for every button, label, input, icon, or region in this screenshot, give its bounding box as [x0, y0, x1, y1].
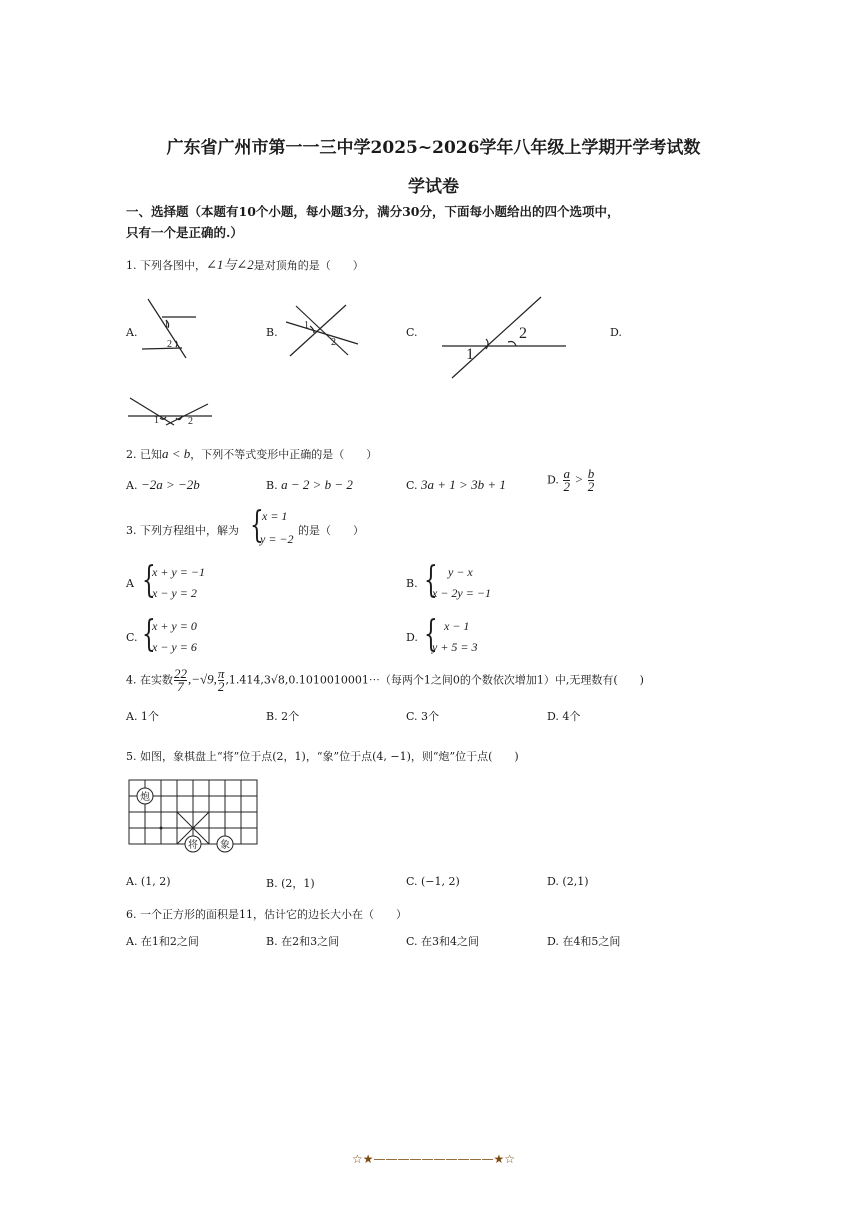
q3-option-d-eq1: x − 1: [444, 619, 470, 633]
question-6-stem: 6. 一个正方形的面积是11，估计它的边长大小在（ ）: [126, 908, 407, 921]
q3-option-a-label: A: [126, 577, 134, 590]
question-5-stem: 5. 如图，象棋盘上“将”位于点(2，1)，“象”位于点(4, −1)，则“炮”位于点( ): [126, 750, 519, 763]
q3-option-b-label: B.: [406, 577, 418, 590]
q3-solution-x: x = 1: [262, 509, 288, 523]
q3-option-a-eq2: x − y = 2: [152, 586, 197, 600]
q3a-brace: {: [142, 560, 156, 601]
q5-option-a: A. (1, 2): [126, 875, 171, 888]
q1a-angle1-label: 1: [164, 319, 169, 330]
q1-option-d-label: D.: [610, 326, 622, 339]
q1d-angle1-label: 1: [154, 415, 159, 426]
question-2-stem: 2. 已知a < b，下列不等式变形中正确的是（ ）: [126, 446, 378, 461]
q2-option-b: B. a − 2 > b − 2: [266, 477, 353, 492]
q1a-angle2-label: 2: [167, 339, 172, 350]
q1c-angle1-label: 1: [466, 346, 474, 363]
q4-option-c: C. 3个: [406, 710, 440, 723]
q3-option-d-label: D.: [406, 631, 418, 644]
chess-piece-pao: 炮: [140, 792, 150, 803]
question-3-stem-b: 的是（ ）: [298, 524, 364, 537]
q2-option-c: C. 3a + 1 > 3b + 1: [406, 477, 506, 492]
section-heading-line1: 一、选择题（本题有10个小题，每小题3分，满分30分，下面每小题给出的四个选项中，: [126, 204, 620, 219]
q6-option-b: B. 在2和3之间: [266, 935, 340, 948]
question-3-stem-a: 3. 下列方程组中，解为: [126, 524, 239, 537]
q3-solution-y: y = −2: [260, 532, 294, 546]
q1d-angle2-label: 2: [188, 416, 193, 427]
section-heading-line2: 只有一个是正确的.）: [126, 225, 243, 240]
q5-option-d: D. (2,1): [547, 875, 589, 888]
q3-option-a-eq1: x + y = −1: [152, 565, 205, 579]
q6-option-d: D. 在4和5之间: [547, 935, 621, 948]
q3b-brace: {: [424, 560, 438, 601]
q1-option-c-label: C.: [406, 326, 418, 339]
q3-option-c-label: C.: [126, 631, 138, 644]
q6-option-a: A. 在1和2之间: [126, 935, 199, 948]
q4-option-b: B. 2个: [266, 710, 300, 723]
q3-option-b-eq2: x − 2y = −1: [432, 586, 491, 600]
q6-option-c: C. 在3和4之间: [406, 935, 480, 948]
chess-piece-jiang: 将: [188, 840, 198, 851]
q1c-angle2-label: 2: [519, 325, 527, 342]
q2-option-d: D. $\frac{a}{2}$ > $\frac{b}{2}$: [547, 466, 595, 494]
q3d-brace: {: [424, 614, 438, 655]
page-footer-decoration: ☆★——————————★☆: [351, 1152, 516, 1166]
chess-piece-xiang: 象: [220, 840, 230, 851]
q3-option-c-eq1: x + y = 0: [152, 619, 197, 633]
q3-brace: {: [250, 505, 264, 546]
q1-option-b-label: B.: [266, 326, 278, 339]
q4-option-a: A. 1个: [126, 710, 159, 723]
q3-option-b-eq1: y − x: [448, 565, 473, 579]
q1b-angle1-label: 1: [304, 320, 309, 331]
question-1-stem: 1. 下列各图中，∠1与∠2是对顶角的是（ ）: [126, 257, 364, 272]
q2-option-a: A. −2a > −2b: [126, 477, 200, 492]
q5-option-b: B. (2，1): [266, 877, 315, 890]
question-4-stem: 4. 在实数 $\frac{22}{7}$ ,−√9, $\frac{\pi}{2}$ ,1.414,3√8,0.1010010001⋯（每两个1之间0的个数依次增加1）中,无理数有( ): [126, 666, 644, 694]
q3-option-d-eq2: y + 5 = 3: [432, 640, 478, 654]
page-title-line1: 广东省广州市第一一三中学2025~2026学年八年级上学期开学考试数: [166, 138, 701, 158]
q1-option-a-label: A.: [126, 326, 138, 339]
q5-option-c: C. (−1, 2): [406, 875, 460, 888]
q4-option-d: D. 4个: [547, 710, 581, 723]
q1b-angle2-label: 2: [331, 337, 336, 348]
q3c-brace: {: [142, 614, 156, 655]
page-title-line2: 学试卷: [408, 177, 459, 197]
q3-option-c-eq2: x − y = 6: [152, 640, 197, 654]
